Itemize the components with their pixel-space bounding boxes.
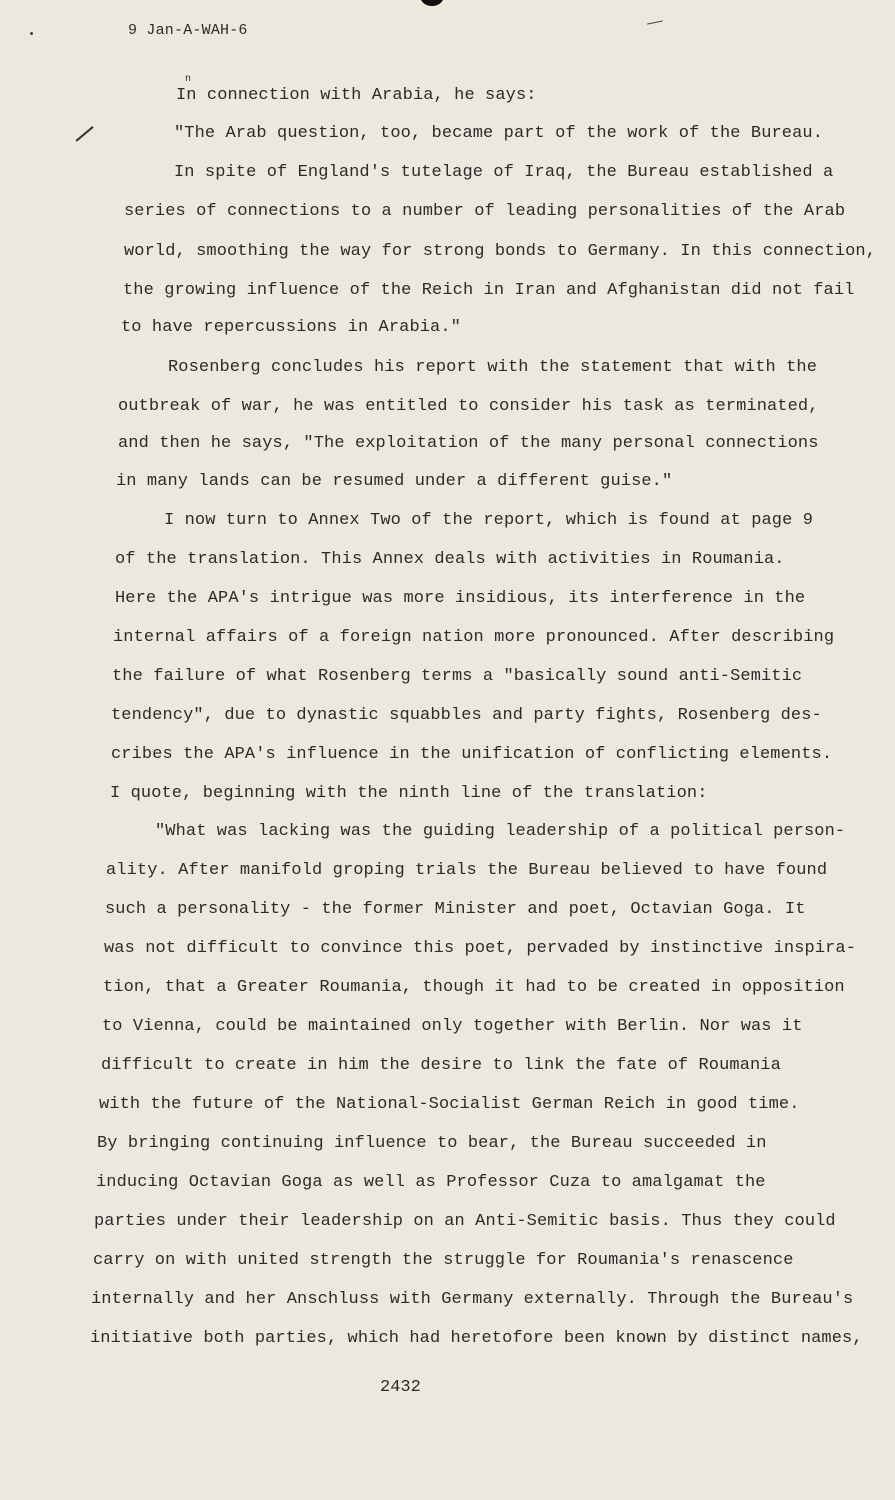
- text-line: the failure of what Rosenberg terms a "basically sound anti-Semitic: [112, 667, 803, 686]
- text-line: in many lands can be resumed under a different guise.": [116, 472, 673, 491]
- text-line: difficult to create in him the desire to link the fate of Roumania: [101, 1056, 781, 1075]
- text-line: "What was lacking was the guiding leadership of a political person-: [155, 822, 846, 841]
- text-line: outbreak of war, he was entitled to consider his task as terminated,: [118, 397, 819, 416]
- text-line: parties under their leadership on an Anti-Semitic basis. Thus they could: [94, 1212, 836, 1231]
- margin-dot: [30, 32, 33, 35]
- text-line: the growing influence of the Reich in Iran and Afghanistan did not fail: [123, 281, 855, 300]
- text-line: By bringing continuing influence to bear, the Bureau succeeded in: [97, 1134, 767, 1153]
- text-line: was not difficult to convince this poet, pervaded by instinctive inspira-: [104, 939, 857, 958]
- page-number: 2432: [380, 1378, 421, 1397]
- text-line: cribes the APA's influence in the unification of conflicting elements.: [111, 745, 833, 764]
- text-line: series of connections to a number of leading personalities of the Arab: [124, 202, 846, 221]
- text-line: tion, that a Greater Roumania, though it had to be created in opposition: [103, 978, 845, 997]
- text-line: inducing Octavian Goga as well as Professor Cuza to amalgamat the: [96, 1173, 766, 1192]
- text-line: to Vienna, could be maintained only together with Berlin. Nor was it: [102, 1017, 803, 1036]
- text-line: I now turn to Annex Two of the report, which is found at page 9: [164, 511, 814, 530]
- text-line: initiative both parties, which had heretofore been known by distinct names,: [90, 1329, 863, 1348]
- text-line: such a personality - the former Minister and poet, Octavian Goga. It: [105, 900, 806, 919]
- text-line: tendency", due to dynastic squabbles and party fights, Rosenberg des-: [111, 706, 822, 725]
- text-line: In spite of England's tutelage of Iraq, the Bureau established a: [174, 163, 834, 182]
- text-line: carry on with united strength the struggle for Roumania's renascence: [93, 1251, 794, 1270]
- text-line: In connection with Arabia, he says:: [176, 86, 537, 105]
- text-line: Here the APA's intrigue was more insidious, its interference in the: [115, 589, 806, 608]
- text-line: "The Arab question, too, became part of the work of the Bureau.: [174, 124, 824, 143]
- punch-hole: [420, 0, 444, 6]
- text-line: to have repercussions in Arabia.": [121, 318, 461, 337]
- text-line: ality. After manifold groping trials the Bureau believed to have found: [106, 861, 828, 880]
- text-line: with the future of the National-Socialist German Reich in good time.: [99, 1095, 800, 1114]
- overtype-mark: n: [185, 74, 192, 85]
- corner-mark: [647, 20, 663, 24]
- text-line: internally and her Anschluss with Germany externally. Through the Bureau's: [91, 1290, 854, 1309]
- document-code: 9 Jan-A-WAH-6: [128, 22, 248, 39]
- pen-check-mark: [76, 126, 94, 141]
- text-line: Rosenberg concludes his report with the statement that with the: [168, 358, 818, 377]
- text-line: internal affairs of a foreign nation more pronounced. After describing: [113, 628, 835, 647]
- text-line: I quote, beginning with the ninth line of the translation:: [110, 784, 708, 803]
- text-line: of the translation. This Annex deals with activities in Roumania.: [115, 550, 785, 569]
- text-line: world, smoothing the way for strong bonds to Germany. In this connection,: [124, 242, 877, 261]
- text-line: and then he says, "The exploitation of the many personal connections: [118, 434, 819, 453]
